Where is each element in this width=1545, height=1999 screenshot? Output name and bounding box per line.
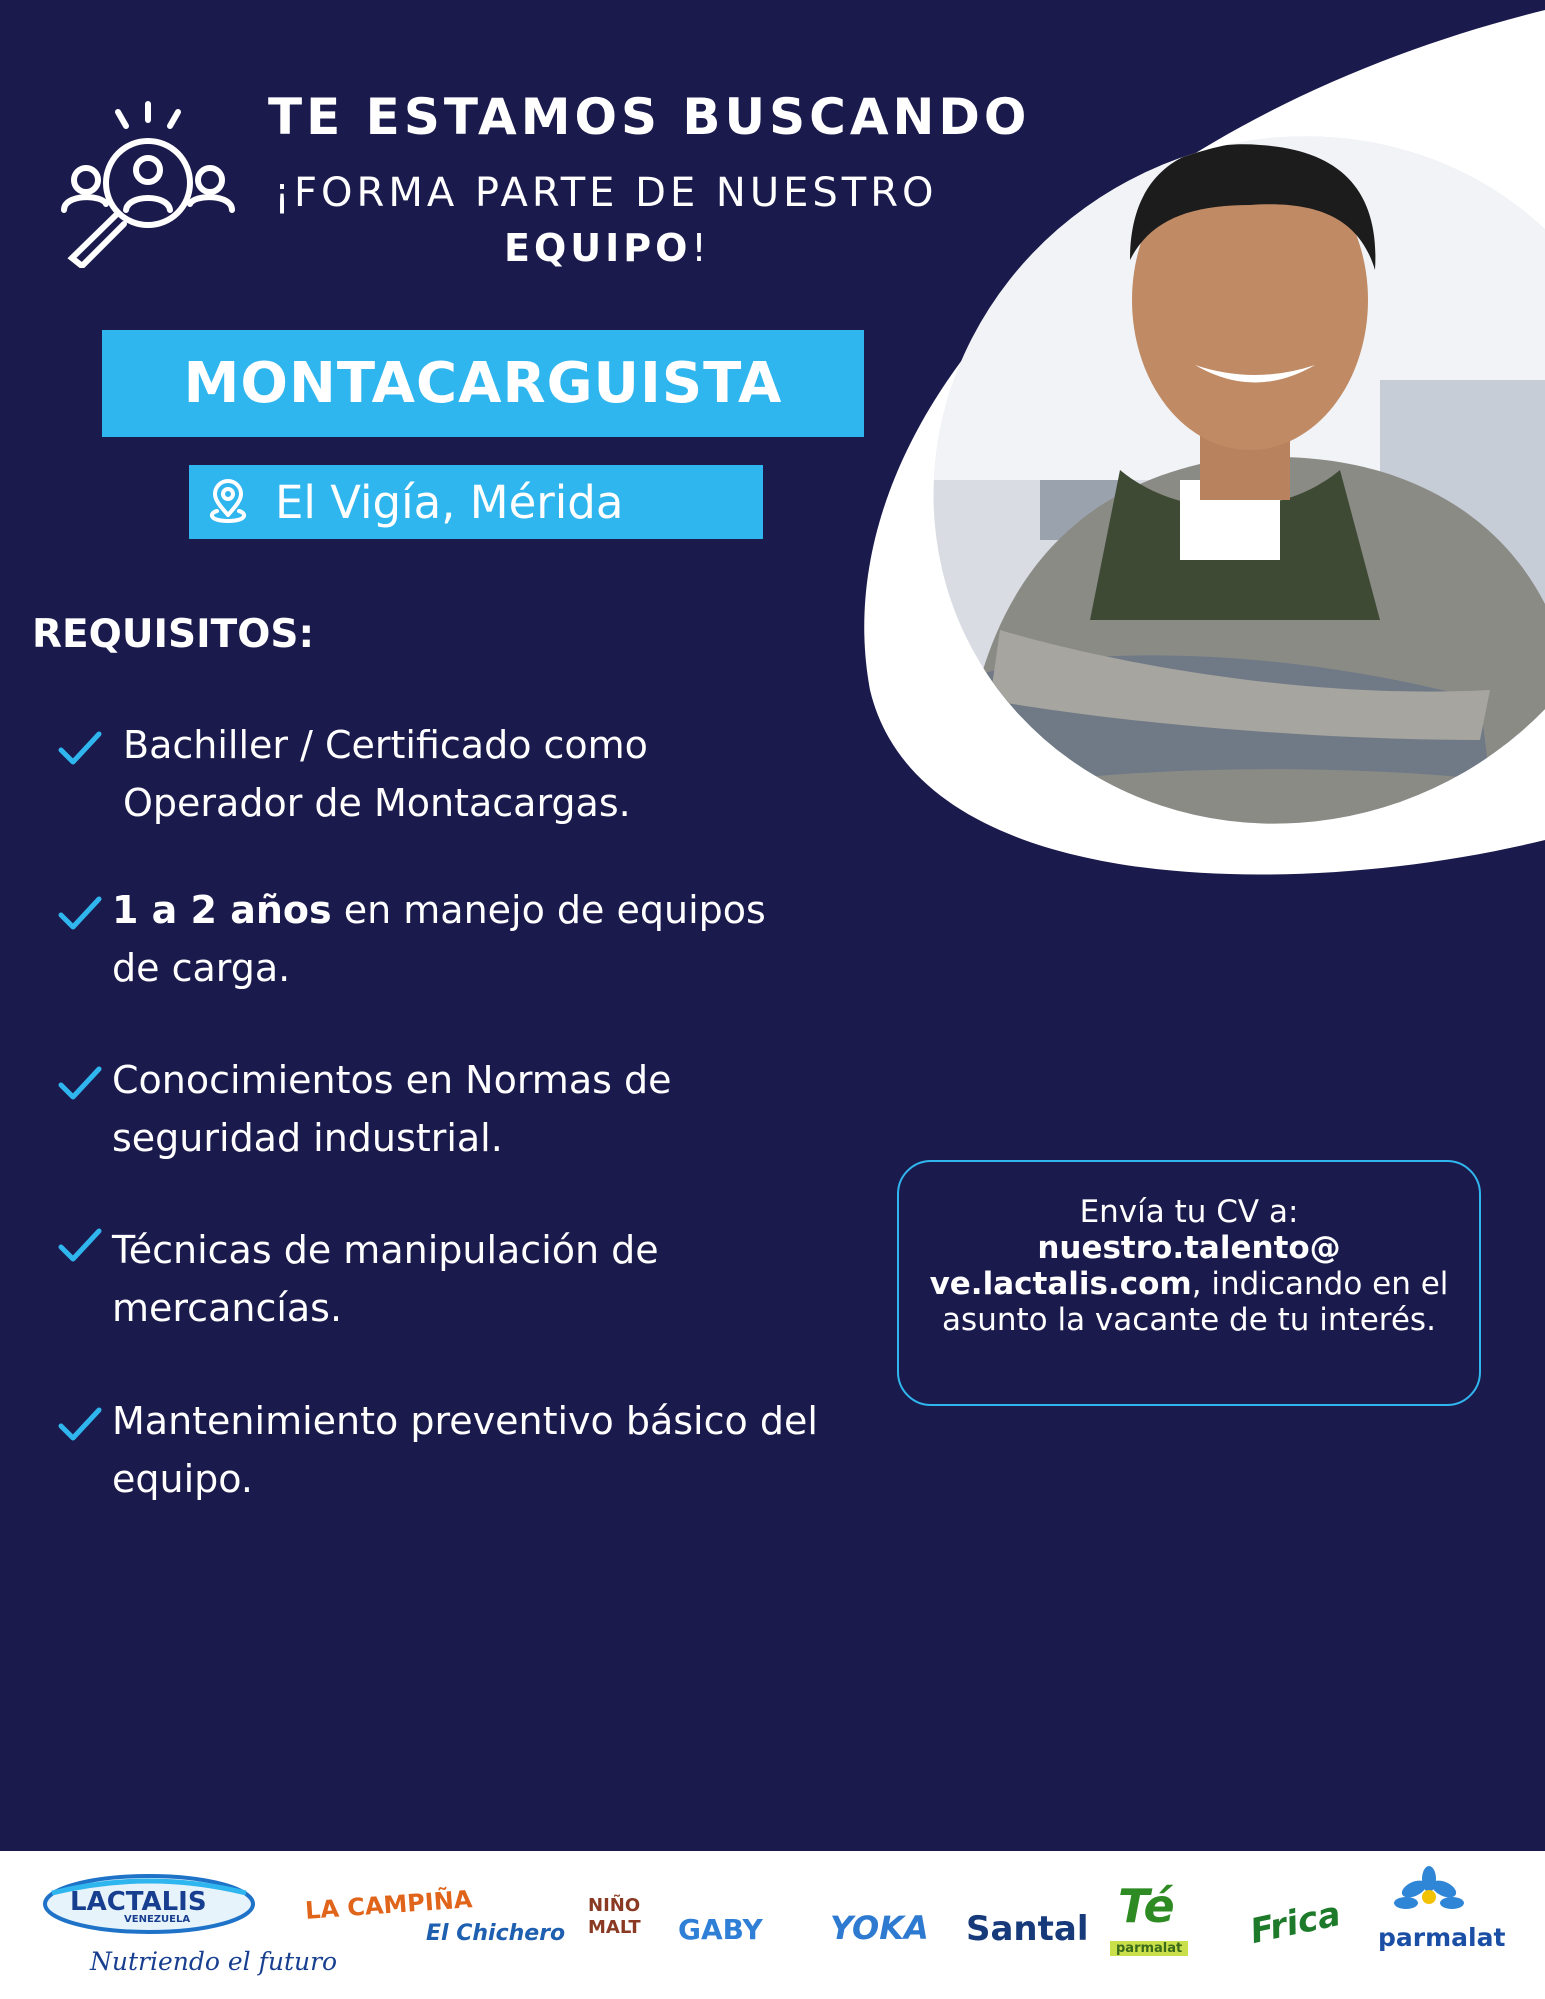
job-title-banner <box>102 330 864 437</box>
requirement-line: Mantenimiento preventivo básico del <box>112 1399 818 1443</box>
requirement-line: equipo. <box>112 1457 253 1501</box>
brand-nino-malt: NIÑO MALT <box>588 1895 641 1938</box>
requirement-rest: en manejo de equipos <box>331 888 766 932</box>
lactalis-tagline: Nutriendo el futuro <box>90 1947 338 1976</box>
checkmark-icon <box>57 728 103 768</box>
brand-yoka: YOKA <box>830 1909 929 1947</box>
checkmark-icon <box>57 1404 103 1444</box>
job-title: MONTACARGUISTA <box>183 351 783 416</box>
subheadline-end <box>504 226 711 270</box>
requirement-line: Operador de Montacargas. <box>123 781 631 825</box>
brand-footer <box>0 1851 1545 1999</box>
cv-intro: Envía tu CV a: <box>1079 1194 1299 1230</box>
job-location: El Vigía, Mérida <box>275 475 624 529</box>
requirements-heading: REQUISITOS: <box>32 612 315 657</box>
requirement-bold: 1 a 2 años <box>112 888 332 932</box>
lactalis-logo <box>42 1873 256 1933</box>
requirement-line: mercancías. <box>112 1286 343 1330</box>
subheadline: ¡FORMA PARTE DE NUESTRO <box>274 170 938 216</box>
cv-email-part2[interactable]: ve.lactalis.com <box>929 1266 1192 1302</box>
requirement-line: de carga. <box>112 946 291 990</box>
requirement-line: Bachiller / Certificado como <box>123 723 648 767</box>
location-pin-icon <box>203 477 253 527</box>
subheadline-bold: EQUIPO <box>504 226 692 270</box>
brand-la-campina: LA CAMPIÑA <box>304 1885 474 1925</box>
brand-parmalat: parmalat <box>1378 1923 1506 1952</box>
cv-email-part1[interactable]: nuestro.talento@ <box>1037 1230 1341 1266</box>
brand-frica: Frica <box>1246 1893 1345 1953</box>
cv-instructions-1: , indicando en el <box>1191 1266 1449 1302</box>
brand-santal: Santal <box>966 1909 1089 1949</box>
headline: TE ESTAMOS BUSCANDO <box>268 88 1031 146</box>
requirement-line <box>112 881 766 939</box>
subheadline-exclaim: ! <box>691 226 711 270</box>
checkmark-icon <box>57 1225 103 1265</box>
brand-chichero: El Chichero <box>426 1921 566 1946</box>
brand-gaby: GABY <box>678 1913 763 1946</box>
location-banner <box>189 465 763 539</box>
cv-contact-box <box>897 1160 1481 1406</box>
requirement-line: Conocimientos en Normas de <box>112 1058 672 1102</box>
brand-te: Té <box>1118 1879 1175 1933</box>
checkmark-icon <box>57 893 103 933</box>
requirement-line: seguridad industrial. <box>112 1116 503 1160</box>
cv-instructions-2: asunto la vacante de tu interés. <box>942 1302 1436 1338</box>
requirement-line: Técnicas de manipulación de <box>112 1228 659 1272</box>
recruit-search-icon <box>58 98 238 268</box>
brand-te-parmalat: parmalat <box>1110 1941 1188 1956</box>
lactalis-country: VENEZUELA <box>124 1914 191 1925</box>
lactalis-wordmark: LACTALIS <box>70 1887 207 1917</box>
checkmark-icon <box>57 1063 103 1103</box>
parmalat-flower-icon <box>1392 1865 1466 1917</box>
